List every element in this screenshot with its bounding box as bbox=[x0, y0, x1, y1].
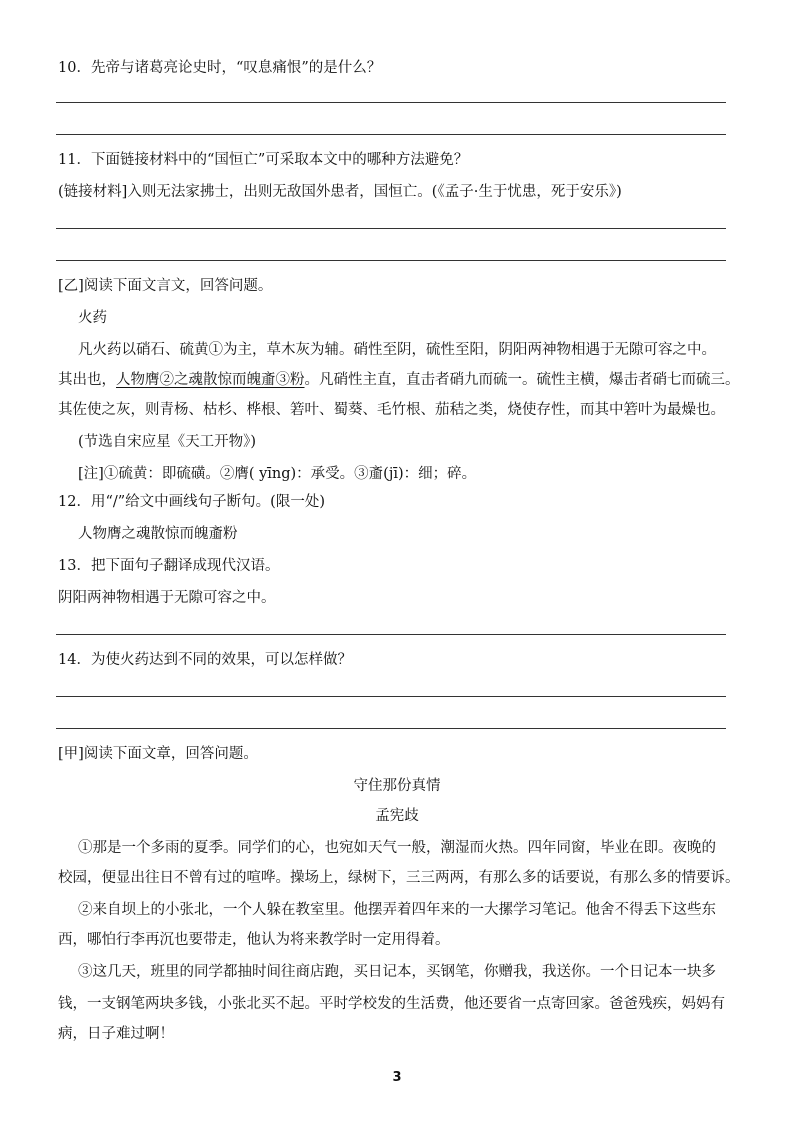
question-12-sentence: 人物膺之魂散惊而魄齑粉 bbox=[78, 526, 238, 542]
text-span: 。凡硝性主直，直击者硝九而硫一。硫性主横，爆击者硝七而硫三。 bbox=[304, 372, 740, 388]
question-13: 13．把下面句子翻译成现代汉语。 bbox=[58, 558, 280, 574]
question-14: 14．为使火药达到不同的效果，可以怎样做？ bbox=[58, 652, 352, 668]
answer-line bbox=[56, 228, 726, 229]
jia-paragraph-line: 钱，一支钢笔两块多钱，小张北买不起。平时学校发的生活费，他还要省一点寄回家。爸爸残疾，妈妈有 bbox=[58, 996, 725, 1012]
section-yi-intro: [乙]阅读下面文言文，回答问题。 bbox=[58, 278, 273, 294]
article-author: 孟宪歧 bbox=[375, 808, 419, 824]
question-12: 12．用“/”给文中画线句子断句。(限一处) bbox=[58, 494, 325, 510]
question-10: 10．先帝与诸葛亮论史时，“叹息痛恨”的是什么？ bbox=[58, 60, 382, 76]
answer-line bbox=[56, 102, 726, 103]
jia-paragraph-line: 校园，便显出往日不曾有过的喧哗。操场上，绿树下，三三两两，有那么多的话要说，有那么多的情要诉。 bbox=[58, 870, 740, 886]
jia-paragraph-line: ②来自坝上的小张北，一个人躲在教室里。他摆弄着四年来的一大摞学习笔记。他舍不得丢下这些东 bbox=[78, 902, 716, 918]
question-11-material: (链接材料]入则无法家拂士，出则无敌国外患者，国恒亡。(《孟子·生于忧患，死于安乐》) bbox=[58, 184, 622, 200]
yi-paragraph-line: 其佐使之灰，则青杨、枯杉、桦根、箬叶、蜀葵、毛竹根、茄秸之类，烧使存性，而其中箬叶为最燥也。 bbox=[58, 402, 725, 418]
jia-paragraph-line: 病，日子难过啊！ bbox=[58, 1026, 174, 1042]
answer-line bbox=[56, 728, 726, 729]
question-11: 11．下面链接材料中的“国恒亡”可采取本文中的哪种方法避免？ bbox=[58, 152, 469, 168]
jia-paragraph-line: ③这几天，班里的同学都抽时间往商店跑，买日记本，买钢笔，你赠我，我送你。一个日记本一块多 bbox=[78, 964, 716, 980]
question-13-sentence: 阴阳两神物相遇于无隙可容之中。 bbox=[58, 590, 276, 606]
answer-line bbox=[56, 260, 726, 261]
jia-paragraph-line: 西，哪怕行李再沉也要带走，他认为将来教学时一定用得着。 bbox=[58, 932, 450, 948]
answer-line bbox=[56, 696, 726, 697]
text-span: 其出也， bbox=[58, 372, 116, 388]
yi-paragraph-line: 凡火药以硝石、硫黄①为主，草木灰为辅。硝性至阴，硫性至阳，阴阳两神物相遇于无隙可容之中。 bbox=[78, 342, 716, 358]
article-title: 守住那份真情 bbox=[353, 778, 441, 794]
answer-line bbox=[56, 634, 726, 635]
jia-paragraph-line: ①那是一个多雨的夏季。同学们的心，也宛如天气一般，潮湿而火热。四年同窗，毕业在即。夜晚的 bbox=[78, 840, 716, 856]
section-jia-intro: [甲]阅读下面文章，回答问题。 bbox=[58, 746, 258, 762]
yi-paragraph-line bbox=[58, 370, 740, 390]
yi-notes: [注]①硫黄：即硫磺。②膺( yīng)：承受。③齑(jī)：细；碎。 bbox=[78, 466, 477, 482]
section-yi-title: 火药 bbox=[78, 310, 107, 326]
answer-line bbox=[56, 134, 726, 135]
page-number: 3 bbox=[392, 1070, 402, 1085]
underlined-sentence: 人物膺②之魂散惊而魄齑③粉 bbox=[116, 372, 305, 388]
yi-source: (节选自宋应星《天工开物》) bbox=[78, 434, 257, 450]
